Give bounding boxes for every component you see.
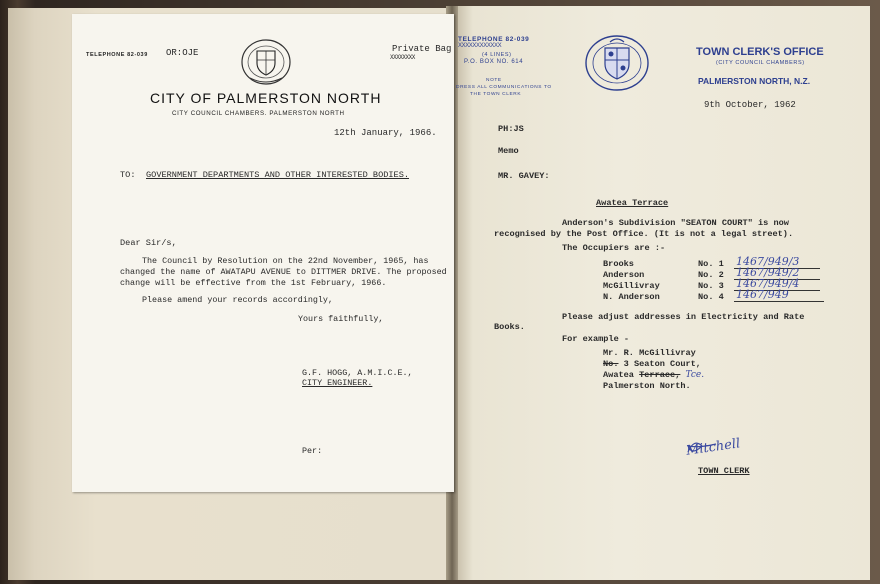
occupier-handwritten-ref: 1467/949/2: [736, 266, 800, 279]
right-lines: (4 LINES): [482, 52, 512, 58]
right-telephone: TELEPHONE 82-039: [458, 36, 530, 43]
left-salutation: Dear Sir/s,: [120, 238, 177, 248]
town-crest-icon: [584, 34, 650, 92]
right-office-sub: (CITY COUNCIL CHAMBERS): [716, 60, 805, 66]
address-struck-terrace: Terrace,: [639, 370, 681, 380]
city-crest-icon: [240, 38, 292, 86]
left-body-line-3: change will be effective from the 1st February, 1966.: [120, 278, 387, 288]
right-signer-title: TOWN CLERK: [698, 466, 750, 476]
left-to-label: TO:: [120, 170, 136, 180]
left-private-bag-struck: XXXXXXXX: [390, 54, 415, 61]
left-date: 12th January, 1966.: [334, 128, 437, 138]
right-address-line-2: [603, 359, 701, 369]
occupier-number: No. 2: [698, 270, 724, 280]
address-awatea: Awatea: [603, 370, 640, 380]
right-memo: Memo: [498, 146, 519, 156]
address-handwritten-tce: Tce.: [685, 370, 705, 380]
occupier-handwritten-ref: 1467/949/3: [736, 255, 800, 268]
occupier-number: No. 3: [698, 281, 724, 291]
left-letterhead-title: CITY OF PALMERSTON NORTH: [150, 90, 382, 106]
right-recipient: MR. GAVEY:: [498, 171, 550, 181]
left-per: Per:: [302, 446, 323, 456]
right-note-line-2: THE TOWN CLERK: [470, 92, 522, 97]
right-example-intro: For example -: [562, 334, 630, 344]
address-street: 3 Seaton Court,: [618, 359, 701, 369]
right-po-box: P.O. BOX NO. 614: [464, 59, 524, 65]
occupier-number: No. 1: [698, 259, 724, 269]
occupier-underline: [734, 301, 824, 302]
occupier-name: Anderson: [603, 270, 645, 280]
left-letter-sheet: [72, 14, 454, 492]
right-reference: PH:JS: [498, 124, 524, 134]
right-para1-line-1: Anderson's Subdivision "SEATON COURT" is now: [562, 218, 789, 228]
occupier-name: McGillivray: [603, 281, 660, 291]
occupier-handwritten-ref: 1467/949/4: [736, 277, 800, 290]
left-private-bag: Private Bag: [392, 44, 452, 54]
right-para1-line-2: recognised by the Post Office. (It is not a legal street).: [494, 229, 794, 239]
right-address-line-1: Mr. R. McGillivray: [603, 348, 696, 358]
right-office: TOWN CLERK'S OFFICE: [696, 46, 824, 58]
signature-flourish: [684, 440, 720, 458]
right-address-line-3: [603, 370, 704, 380]
right-note-line-1: DRESS ALL COMMUNICATIONS TO: [456, 85, 552, 90]
right-para2-line-2: Books.: [494, 322, 525, 332]
right-city: PALMERSTON NORTH, N.Z.: [698, 76, 811, 86]
occupier-number: No. 4: [698, 292, 724, 302]
left-body-line-4: Please amend your records accordingly,: [142, 295, 333, 305]
left-letterhead-subtitle: CITY COUNCIL CHAMBERS. PALMERSTON NORTH: [172, 110, 345, 117]
right-address-line-4: Palmerston North.: [603, 381, 691, 391]
occupier-name: Brooks: [603, 259, 634, 269]
left-body-line-2: changed the name of AWATAPU AVENUE to DITTMER DRIVE. The proposed: [120, 267, 447, 277]
right-telephone-struck: XXXXXXXXXXXX: [458, 43, 502, 49]
left-body-line-1: The Council by Resolution on the 22nd November, 1965, has: [142, 256, 429, 266]
left-signer-name: G.F. HOGG, A.M.I.C.E.,: [302, 368, 413, 378]
town-clerk-signature: Mitchell: [685, 436, 742, 459]
left-telephone: TELEPHONE 82-039: [86, 52, 148, 58]
right-note: NOTE: [486, 78, 502, 83]
right-para2-line-1: Please adjust addresses in Electricity and Rate: [562, 312, 805, 322]
left-signer-title: CITY ENGINEER.: [302, 378, 373, 388]
left-reference: OR:OJE: [166, 48, 199, 58]
right-date: 9th October, 1962: [704, 100, 796, 110]
address-struck-no: No.: [603, 359, 619, 369]
left-closing: Yours faithfully,: [298, 314, 384, 324]
right-occupiers-intro: The Occupiers are :-: [562, 243, 666, 253]
occupier-handwritten-ref: 1467/949: [736, 288, 789, 301]
right-heading: Awatea Terrace: [596, 198, 669, 208]
occupier-name: N. Anderson: [603, 292, 660, 302]
left-to-recipients: GOVERNMENT DEPARTMENTS AND OTHER INTERESTED BODIES.: [146, 170, 410, 180]
